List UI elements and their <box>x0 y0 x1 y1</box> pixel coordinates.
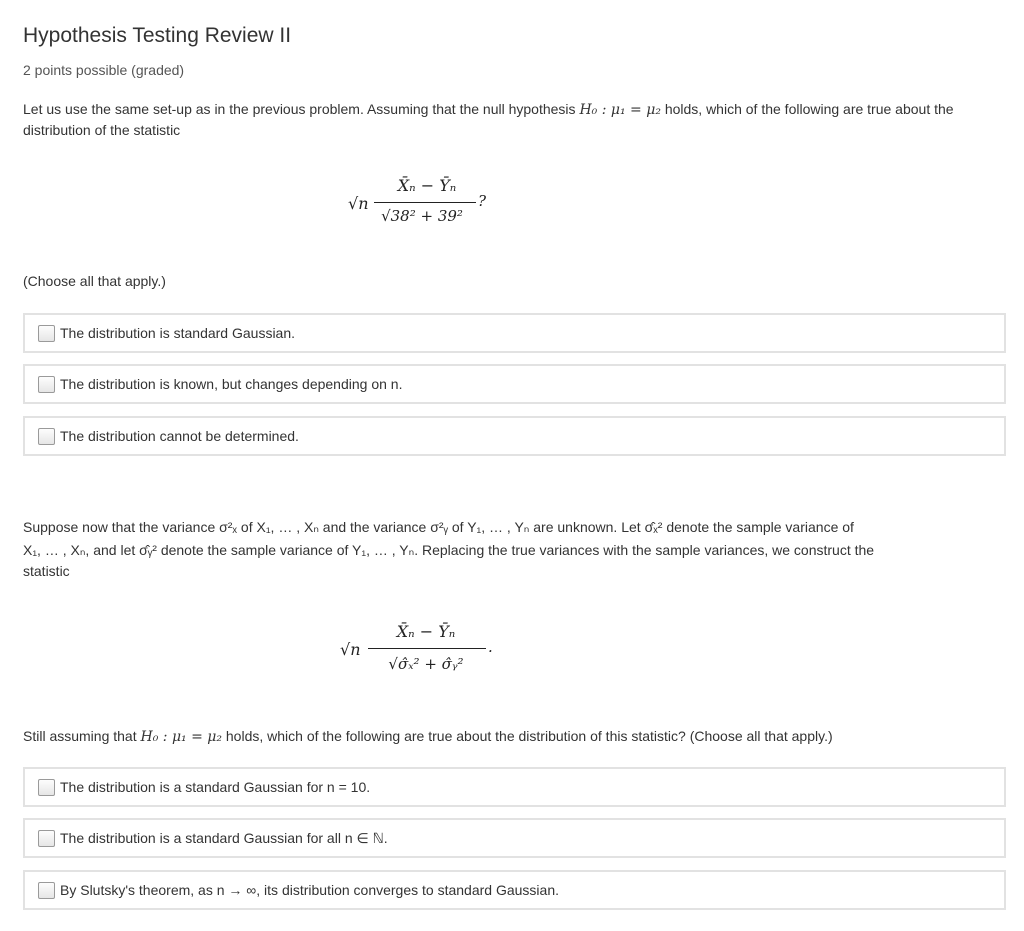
null-hypothesis-2: H₀ : μ₁ = μ₂ <box>140 729 222 745</box>
q2-option-1[interactable] <box>23 767 1006 807</box>
sqrt-n: √n <box>340 640 361 659</box>
sqrt-n: √n <box>348 194 369 213</box>
formula-numerator: X̄ₙ − Ȳₙ <box>396 622 456 641</box>
question-1-prompt-part-b: holds, which of the following are true about the distribution of the statistic <box>23 101 954 138</box>
q1-option-3-checkbox[interactable] <box>38 428 55 445</box>
q2-option-2-checkbox[interactable] <box>38 830 55 847</box>
q2-option-2-label: The distribution is a standard Gaussian for all n ∈ ℕ. <box>60 830 388 846</box>
question-1-prompt-part-a: Let us use the same set-up as in the previous problem. Assuming that the null hypothesis <box>23 101 576 117</box>
fraction-bar <box>374 202 476 203</box>
q1-option-3[interactable] <box>23 416 1006 456</box>
q2-option-1-label: The distribution is a standard Gaussian for n = 10. <box>60 779 371 795</box>
q1-option-3-label: The distribution cannot be determined. <box>60 428 299 444</box>
formula-denominator: √38² + 39² <box>381 207 463 225</box>
q1-option-1-checkbox[interactable] <box>38 325 55 342</box>
formula-numerator: X̄ₙ − Ȳₙ <box>397 176 457 195</box>
question-2-intro-line-3: statistic <box>23 563 70 579</box>
q2-option-1-checkbox[interactable] <box>38 779 55 796</box>
question-2-intro-line-1: Suppose now that the variance σ²ₓ of X₁, … , Xₙ and the variance σ²ᵧ of Y₁, … , Yₙ are unknown. Let σ̂ₓ² denote the sample variance of <box>23 519 854 535</box>
formula-trailing: . <box>488 638 493 656</box>
question-2-intro-line-2: X₁, … , Xₙ, and let σ̂ᵧ² denote the sample variance of Y₁, … , Yₙ. Replacing the true variances with the sample variances, we construct the <box>23 542 875 558</box>
q2-option-3-checkbox[interactable] <box>38 882 55 899</box>
question-2-prompt <box>23 726 998 747</box>
q1-option-2-label: The distribution is known, but changes depending on n. <box>60 376 403 392</box>
question-1-prompt <box>23 99 998 140</box>
q2-option-3[interactable] <box>23 870 1006 910</box>
q2-option-2[interactable] <box>23 818 1006 858</box>
q1-option-2-checkbox[interactable] <box>38 376 55 393</box>
formula-trailing: ? <box>478 192 487 210</box>
formula-denominator: √σ̂ₓ² + σ̂ᵧ² <box>388 655 464 673</box>
statistic-formula-1 <box>340 172 500 242</box>
points-possible: 2 points possible (graded) <box>23 62 185 78</box>
statistic-formula-2 <box>336 618 506 692</box>
q2-option-3-label: By Slutsky's theorem, as n → ∞, its distribution converges to standard Gaussian. <box>60 882 559 898</box>
question-2-prompt-part-a: Still assuming that <box>23 728 137 744</box>
question-2-prompt-part-b: holds, which of the following are true about the distribution of this statistic? (Choose all that apply.) <box>225 728 833 744</box>
null-hypothesis: H₀ : μ₁ = μ₂ <box>579 102 661 118</box>
fraction-bar <box>368 648 486 649</box>
q1-option-1[interactable] <box>23 313 1006 353</box>
q1-option-2[interactable] <box>23 364 1006 404</box>
question-2-intro <box>23 516 998 580</box>
problem-title: Hypothesis Testing Review II <box>23 24 292 47</box>
q1-option-1-label: The distribution is standard Gaussian. <box>60 325 296 341</box>
choose-all-note: (Choose all that apply.) <box>23 273 166 289</box>
